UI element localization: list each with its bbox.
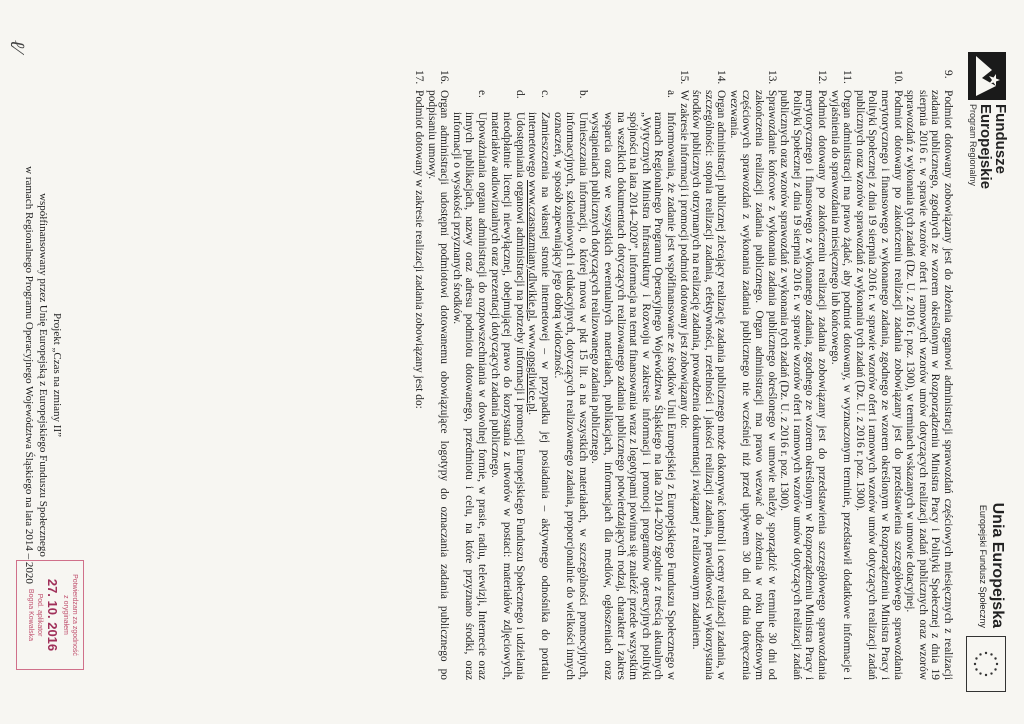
- sub-item-text: [526, 112, 551, 680]
- stamp-line2: z oryginałem: [62, 595, 69, 635]
- sub-item-text-part: Zamieszczenia na własnej stronie internetowej – w przypadku jej posiadania – aktywnego odnośnika do portalu internetowego: [526, 112, 551, 680]
- eu-star-icon: [974, 663, 976, 665]
- item-text: Podmiot dotowany po zakończeniu realizacji zadania zobowiązany jest do przedstawienia szczegółowego sprawozdania merytorycznego i finansowego z wykonanego zadania, zgodnego ze wzorem określonym w Rozporządzeniu Ministra Pracy i Polityki Społecznej z dnia 19 sierpnia 2016 r. w sprawie wzorów ofert i ramowych wzorów umów dotyczących realizacji zadań publicznych oraz wzorów sprawozdań z wykonania tych zadań (Dz. U. z 2016 r. poz. 1300).: [778, 90, 829, 680]
- ue-line2: Europejski Fundusz Społeczny: [978, 504, 988, 628]
- stamp-date: 27. 10. 2016: [45, 578, 60, 652]
- eu-star-icon: [979, 653, 981, 655]
- list-item: [677, 70, 690, 680]
- item-number: 13.: [765, 70, 778, 85]
- stamp-line3: Pod. aplikator: [36, 593, 43, 637]
- eu-star-icon: [975, 668, 977, 670]
- sub-item-letter: c.: [539, 90, 551, 98]
- item-number: 15.: [677, 70, 690, 85]
- sub-item-letter: b.: [576, 90, 589, 99]
- eu-star-icon: [994, 657, 996, 659]
- item-text: Sprawozdanie końcowe z wykonania zadania publicznego określonego w umowie należy sporządzić w terminie 30 dni od zakończenia realizacji zadania publicznego. Organ administracji ma prawo wezwać do złożenia w roku budżetowym częściowych sprawozdań z wykonania zadania publicznego nie wcześniej niż przed upływem 30 dni od dnia doręczenia wezwania.: [727, 90, 778, 680]
- footer-line1: Projekt „Czas na zmiany II”: [51, 312, 63, 437]
- sub-item-text-part: , www.: [526, 318, 539, 352]
- eu-star-icon: [979, 672, 981, 674]
- sub-item-text: Informowania, że zadanie jest współfinansowane ze środków Unii Europejskiej z Europejskiego Funduszu Społecznego w ramach Regionalnego Programu Operacyjnego Województwa Śląskiego na lata 2014–2020 zgodnie z treścią aktualnych „Wytycznych Ministra Infrastruktury i Rozwoju w zakresie informacji i promocji programów operacyjnych polityki spójności na lata 2014–2020”, informacja na temat finansowania wraz z logotypami powinna się znaleźć przede wszystkim na wszelkich dokumentach dotyczących realizowanego zadania publicznego potwierdzających rodzaj, charakter i zakres wsparcia oraz we wszystkich ewentualnych materiałach, publikacjach, informacjach dla mediów, ogłoszeniach oraz wystąpieniach publicznych dotyczących realizowanego zadania publicznego.: [589, 112, 677, 680]
- unia-europejska-header: [966, 503, 1006, 692]
- sub-item-text: Upoważniania organu administracji do rozpowszechniania w dowolnej formie, w prasie, radiu, telewizji, Internecie oraz innych publikacjach, nazwy oraz adresu podmiotu dotowanego, przedmiotu i celu, na które przyznano środki, oraz informacji o wysokości przyznanych środków.: [450, 112, 489, 680]
- numbered-items: [677, 70, 954, 680]
- sub-item-letter: d.: [513, 90, 526, 99]
- sub-item: [551, 90, 589, 680]
- handwritten-signature: ℓ⁄: [6, 40, 28, 52]
- list-item: [425, 70, 450, 680]
- stamp-line1: Potwierdzam za zgodność: [71, 574, 78, 656]
- item-number: 14.: [715, 70, 728, 85]
- numbered-items-continued: [412, 70, 450, 680]
- sub-item: [488, 90, 526, 680]
- eu-star-icon: [990, 672, 992, 674]
- item-text: Organ administracji ma prawo żądać, aby podmiot dotowany, w wyznaczonym terminie, przedstawił dodatkowe informacje i wyjaśnienia do sprawozdania miesięcznego lub końcowego.: [828, 90, 854, 680]
- eu-star-icon: [994, 668, 996, 670]
- footer-line2: współfinansowany przez Unię Europejską z Europejskiego Funduszu Społecznego: [37, 193, 49, 557]
- sub-item: [589, 90, 677, 680]
- website-link[interactable]: www.czasnazmiany.dlwikie.pl: [526, 180, 539, 319]
- fundusze-europejskie-title: [967, 104, 1008, 189]
- eu-star-icon: [985, 652, 987, 654]
- sub-item-text: Umieszczania informacji, o której mowa w pkt 15 lit. a na wszystkich materiałach, w szczególności promocyjnych, informacyjnych, szkoleniowych i edukacyjnych, dotyczących realizowanego zadania, proporcjonalnie do wielkości innych oznaczeń, w sposób zapewniający jego dobrą widoczność.: [551, 112, 589, 680]
- item-number: 9.: [942, 70, 954, 79]
- certification-stamp: [16, 560, 84, 670]
- eu-star-icon: [985, 674, 987, 676]
- item-text: W zakresie informacji i promocji podmiot dotowany jest zobowiązany do:: [677, 90, 690, 429]
- item-text: Podmiot dotowany w zakresie realizacji zadania zobowiązany jest do:: [413, 90, 426, 409]
- sub-item-text: Udostępniania organowi administracji na potrzeby informacji i promocji Europejskiego Funduszu Społecznego i udzielania nieodpłatnie licencji niewyłącznej, obejmującej prawo do korzystania z utworów w postaci: materiałów zdjęciowych, materiałów audiowizualnych oraz prezentacji dotyczących zadania publicznego.: [488, 112, 526, 680]
- sub-item: [450, 90, 488, 680]
- item-number: 16.: [438, 70, 451, 85]
- eu-star-icon: [990, 653, 992, 655]
- sub-item-letter: e.: [476, 90, 489, 98]
- item-text: Podmiot dotowany zobowiązany jest do złożenia organowi administracji sprawozdań częściowych miesięcznych z realizacji zadania publicznego, zgodnych ze wzorem określonym w Rozporządzeniu Ministra Pracy i Polityki Społecznej z dnia 19 sierpnia 2016 r. w sprawie wzorów ofert i ramowych wzorów umów dotyczących realizacji zadań publicznych oraz wzorów sprawozdań z wykonania tych zadań (Dz. U. z 2016 r. poz. 1300), w terminach wskazanych w umowie dotacyjnej.: [904, 90, 954, 680]
- item-text: Organ administracji publicznej zlecający realizację zadania publicznego może dokonywać kontroli i oceny realizacji zadania, w szczególności: stopnia realizacji zadania, efektywności, rzetelności i jakości realizacji zadania, prawidłowości wykorzystania środków publicznych otrzymanych na realizację zadania, prowadzenia dokumentacji związanej z realizowanym zadaniem.: [690, 90, 728, 680]
- footer-line3: w ramach Regionalnego Programu Operacyjnego Województwa Śląskiego na lata 2014 – 2020: [23, 166, 35, 584]
- list-item: [778, 70, 828, 680]
- sub-item-text-part: .: [526, 412, 539, 416]
- list-item: [904, 70, 954, 680]
- item-text: Podmiot dotowany po zakończeniu realizacji zadania zobowiązany jest do przedstawienia szczegółowego sprawozdania merytorycznego i finansowego z wykonanego zadania, zgodnego ze wzorem określonym w Rozporządzeniu Ministra Pracy i Polityki Społecznej z dnia 19 sierpnia 2016 r. w sprawie wzorów ofert i ramowych wzorów umów dotyczących realizacji zadań publicznych oraz wzorów sprawozdań z wykonania tych zadań (Dz. U. z 2016 r. poz. 1300).: [853, 90, 904, 680]
- fe-line3: Program Regionalny: [968, 104, 978, 187]
- item-text: Organ administracji udostępni podmiotowi dotowanemu obowiązujące logotypy do oznaczania zadania publicznego po podpisaniu umowy.: [425, 90, 451, 680]
- eu-star-icon: [996, 663, 998, 665]
- website-link[interactable]: opsgliwice.pl: [526, 351, 539, 413]
- item-number: 11.: [841, 70, 854, 84]
- fe-line1: Fundusze: [992, 104, 1009, 174]
- list-item: [828, 70, 853, 680]
- list-item: [690, 70, 728, 680]
- sub-item: [526, 90, 551, 680]
- item-number: 12.: [816, 70, 829, 85]
- document-body: [412, 70, 954, 680]
- fundusze-europejskie-logo-icon: [968, 52, 1006, 100]
- sub-items: [450, 70, 677, 680]
- list-item: [853, 70, 903, 680]
- fe-line2: Europejskie: [977, 104, 994, 190]
- ue-line1: Unia Europejska: [989, 502, 1006, 628]
- item-number: 10.: [891, 70, 904, 85]
- stamp-line4: Bogna Kowalska: [27, 588, 34, 642]
- eu-star-icon: [975, 657, 977, 659]
- list-item: [412, 70, 425, 680]
- sub-item-letter: a.: [664, 90, 677, 98]
- item-number: 17.: [413, 70, 426, 85]
- eu-flag-icon: [966, 636, 1006, 692]
- list-item: [727, 70, 777, 680]
